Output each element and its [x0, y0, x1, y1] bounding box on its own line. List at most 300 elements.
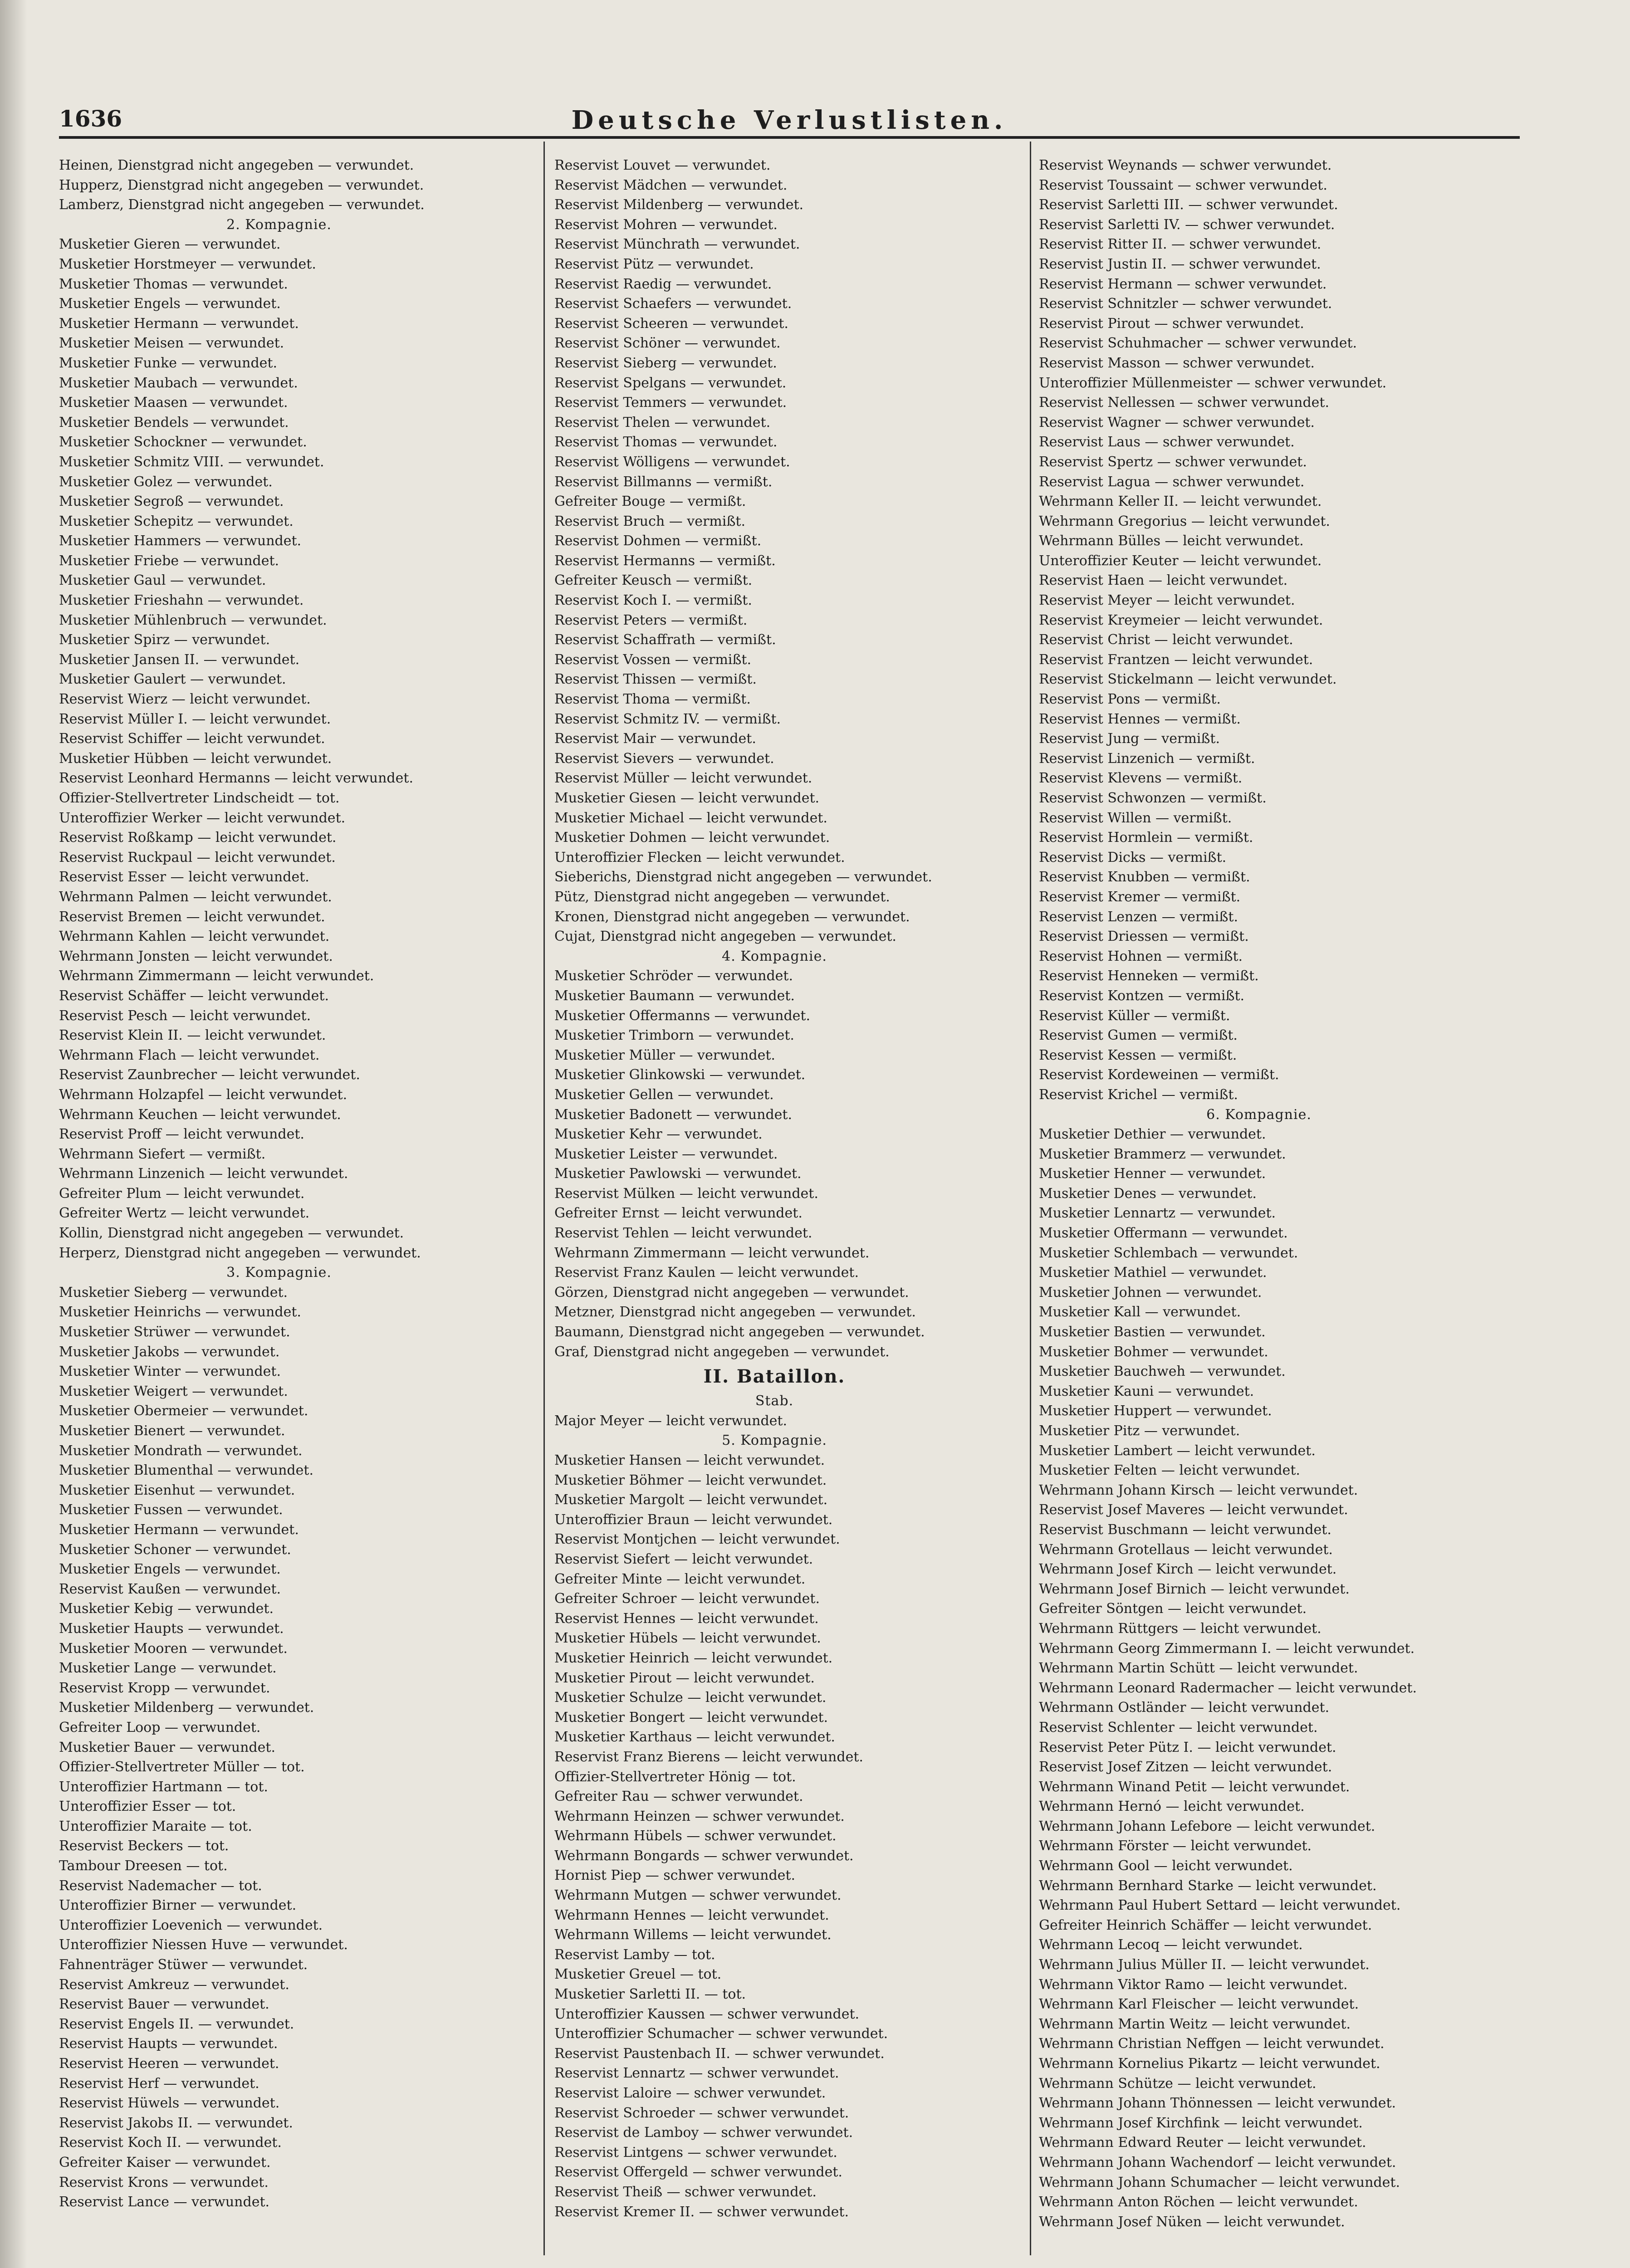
list-entry: Reservist Linzenich — vermißt. [1039, 750, 1255, 767]
section-heading: 2. Kompagnie. [226, 216, 332, 233]
list-entry: Reservist Mülken — leicht verwundet. [554, 1185, 818, 1202]
header-rule [59, 136, 1520, 139]
list-entry: Wehrmann Gool — leicht verwundet. [1039, 1858, 1293, 1874]
list-entry: Wehrmann Martin Schütt — leicht verwundet. [1039, 1660, 1358, 1677]
list-entry: Reservist Pütz — verwundet. [554, 256, 754, 272]
list-entry: Reservist Bauer — verwundet. [59, 1996, 269, 2013]
list-entry: Wehrmann Martin Weitz — leicht verwundet. [1039, 2016, 1351, 2032]
list-entry: Reservist Siefert — leicht verwundet. [554, 1551, 813, 1567]
list-entry: Reservist Dohmen — vermißt. [554, 533, 762, 549]
list-entry: Musketier Mooren — verwundet. [59, 1640, 288, 1657]
list-entry: Musketier Leister — verwundet. [554, 1146, 778, 1162]
list-entry: Reservist Knubben — vermißt. [1039, 869, 1250, 885]
list-entry: Reservist Zaunbrecher — leicht verwundet. [59, 1067, 360, 1083]
list-entry: Reservist Schnitzler — schwer verwundet. [1039, 296, 1332, 312]
list-entry: Reservist Ritter II. — schwer verwundet. [1039, 236, 1322, 253]
list-entry: Musketier Heinrichs — verwundet. [59, 1304, 301, 1320]
list-entry: Reservist Wierz — leicht verwundet. [59, 691, 311, 708]
list-entry: Gefreiter Wertz — leicht verwundet. [59, 1205, 310, 1222]
list-entry: Wehrmann Anton Röchen — leicht verwundet. [1039, 2194, 1358, 2210]
list-entry: Gefreiter Rau — schwer verwundet. [554, 1789, 803, 1805]
list-entry: Reservist Schroeder — schwer verwundet. [554, 2105, 849, 2121]
list-entry: Musketier Kebig — verwundet. [59, 1601, 274, 1617]
list-entry: Reservist Mohren — verwundet. [554, 216, 778, 233]
section-heading: 4. Kompagnie. [722, 948, 827, 964]
list-entry: Musketier Hammers — verwundet. [59, 533, 302, 549]
list-entry: Reservist Müller I. — leicht verwundet. [59, 711, 331, 727]
list-entry: Musketier Heinrich — leicht verwundet. [554, 1650, 833, 1666]
list-entry: Musketier Jakobs — verwundet. [59, 1344, 280, 1360]
list-entry: Reservist Schlenter — leicht verwundet. [1039, 1719, 1318, 1735]
list-entry: Reservist Kessen — vermißt. [1039, 1047, 1237, 1063]
list-entry: Offizier-Stellvertreter Lindscheidt — tot. [59, 790, 340, 806]
list-entry: Unteroffizier Maraite — tot. [59, 1818, 252, 1834]
list-entry: Reservist Pesch — leicht verwundet. [59, 1007, 311, 1024]
list-entry: Reservist Amkreuz — verwundet. [59, 1976, 289, 1993]
column-divider-1 [543, 142, 545, 2255]
list-entry: Herperz, Dienstgrad nicht angegeben — verwundet. [59, 1245, 421, 1261]
list-entry: Musketier Gellen — verwundet. [554, 1086, 774, 1103]
list-entry: Reservist Thissen — vermißt. [554, 671, 757, 688]
list-entry: Unteroffizier Birner — verwundet. [59, 1897, 297, 1914]
list-entry: Unteroffizier Loevenich — verwundet. [59, 1917, 323, 1933]
list-entry: Reservist Hohnen — vermißt. [1039, 948, 1243, 964]
list-entry: Musketier Brammerz — verwundet. [1039, 1146, 1286, 1162]
list-entry: Hornist Piep — schwer verwundet. [554, 1867, 796, 1884]
list-entry: Musketier Blumenthal — verwundet. [59, 1462, 313, 1479]
list-entry: Wehrmann Leonard Radermacher — leicht verwundet. [1039, 1680, 1417, 1696]
list-entry: Reservist Ruckpaul — leicht verwundet. [59, 849, 336, 865]
list-entry: Musketier Offermanns — verwundet. [554, 1007, 811, 1024]
list-entry: Musketier Engels — verwundet. [59, 296, 281, 312]
list-entry: Wehrmann Karl Fleischer — leicht verwundet. [1039, 1996, 1359, 2013]
list-entry: Reservist Thomas — verwundet. [554, 434, 778, 450]
list-entry: Reservist Schmitz IV. — vermißt. [554, 711, 781, 727]
page-header [59, 105, 1520, 134]
list-entry: Reservist Hermanns — vermißt. [554, 552, 776, 569]
list-entry: Offizier-Stellvertreter Müller — tot. [59, 1759, 305, 1775]
list-entry: Wehrmann Josef Nüken — leicht verwundet. [1039, 2214, 1345, 2230]
list-entry: Wehrmann Flach — leicht verwundet. [59, 1047, 320, 1063]
list-entry: Wehrmann Zimmermann — leicht verwundet. [554, 1245, 870, 1261]
list-entry: Musketier Strüwer — verwundet. [59, 1324, 290, 1340]
list-entry: Wehrmann Zimmermann — leicht verwundet. [59, 968, 374, 984]
list-entry: Metzner, Dienstgrad nicht angegeben — verwundet. [554, 1304, 916, 1320]
list-entry: Reservist Dicks — vermißt. [1039, 849, 1227, 865]
list-entry: Gefreiter Söntgen — leicht verwundet. [1039, 1601, 1307, 1617]
column-3 [1039, 156, 1511, 2232]
list-entry: Reservist Schaefers — verwundet. [554, 296, 792, 312]
list-entry: Wehrmann Bongards — schwer verwundet. [554, 1848, 854, 1864]
list-entry: Musketier Frieshahn — verwundet. [59, 592, 304, 609]
list-entry: Reservist Montjchen — leicht verwundet. [554, 1531, 840, 1548]
list-entry: Musketier Karthaus — leicht verwundet. [554, 1729, 835, 1745]
list-entry: Wehrmann Siefert — vermißt. [59, 1146, 266, 1162]
list-entry: Reservist Hormlein — vermißt. [1039, 830, 1253, 846]
list-entry: Major Meyer — leicht verwundet. [554, 1413, 788, 1429]
list-entry: Reservist Offergeld — schwer verwundet. [554, 2164, 842, 2180]
list-entry: Reservist Heeren — verwundet. [59, 2056, 279, 2072]
list-entry: Musketier Mildenberg — verwundet. [59, 1700, 314, 1716]
list-entry: Musketier Schulze — leicht verwundet. [554, 1690, 827, 1706]
list-entry: Musketier Gieren — verwundet. [59, 236, 281, 253]
list-entry: Musketier Huppert — verwundet. [1039, 1403, 1272, 1419]
list-entry: Musketier Kauni — verwundet. [1039, 1383, 1254, 1399]
list-entry: Musketier Badonett — verwundet. [554, 1106, 793, 1123]
list-entry: Hupperz, Dienstgrad nicht angegeben — verwundet. [59, 177, 424, 193]
list-entry: Tambour Dreesen — tot. [59, 1858, 228, 1874]
list-entry: Reservist Küller — vermißt. [1039, 1007, 1230, 1024]
list-entry: Reservist Jakobs II. — verwundet. [59, 2115, 293, 2131]
list-entry: Reservist Tehlen — leicht verwundet. [554, 1225, 813, 1242]
list-entry: Reservist Pirout — schwer verwundet. [1039, 315, 1304, 332]
list-entry: Musketier Gaulert — verwundet. [59, 671, 286, 688]
list-entry: Reservist Laus — schwer verwundet. [1039, 434, 1295, 450]
list-entry: Musketier Bendels — verwundet. [59, 414, 289, 430]
list-entry: Baumann, Dienstgrad nicht angegeben — verwundet. [554, 1324, 925, 1340]
list-entry: Reservist Kreymeier — leicht verwundet. [1039, 612, 1323, 628]
list-entry: Wehrmann Josef Birnich — leicht verwundet. [1039, 1581, 1350, 1597]
list-entry: Gefreiter Loop — verwundet. [59, 1719, 261, 1735]
page-number: 1636 [59, 105, 122, 132]
list-entry: Gefreiter Ernst — leicht verwundet. [554, 1205, 803, 1222]
list-entry: Wehrmann Johann Thönnessen — leicht verwundet. [1039, 2095, 1396, 2112]
list-entry: Musketier Müller — verwundet. [554, 1047, 775, 1063]
list-entry: Musketier Gaul — verwundet. [59, 572, 266, 589]
list-entry: Reservist Jung — vermißt. [1039, 731, 1220, 747]
list-entry: Graf, Dienstgrad nicht angegeben — verwundet. [554, 1344, 890, 1360]
list-entry: Musketier Giesen — leicht verwundet. [554, 790, 820, 806]
list-entry: Reservist Gumen — vermißt. [1039, 1027, 1238, 1044]
list-entry: Wehrmann Johann Wachendorf — leicht verwundet. [1039, 2154, 1396, 2170]
list-entry: Musketier Obermeier — verwundet. [59, 1403, 308, 1419]
list-entry: Reservist Lenzen — vermißt. [1039, 909, 1238, 925]
list-entry: Reservist Frantzen — leicht verwundet. [1039, 651, 1313, 668]
list-entry: Unteroffizier Hartmann — tot. [59, 1779, 268, 1795]
list-entry: Musketier Sieberg — verwundet. [59, 1284, 288, 1300]
list-entry: Musketier Bohmer — verwundet. [1039, 1344, 1268, 1360]
list-entry: Musketier Schlembach — verwundet. [1039, 1245, 1298, 1261]
list-entry: Wehrmann Paul Hubert Settard — leicht verwundet. [1039, 1897, 1401, 1914]
list-entry: Reservist Temmers — verwundet. [554, 395, 787, 411]
list-entry: Reservist Schaffrath — vermißt. [554, 632, 776, 648]
list-entry: Musketier Mathiel — verwundet. [1039, 1265, 1267, 1281]
list-entry: Wehrmann Christian Neffgen — leicht verwundet. [1039, 2036, 1385, 2052]
list-entry: Wehrmann Hübels — schwer verwundet. [554, 1828, 837, 1844]
list-entry: Reservist Driessen — vermißt. [1039, 929, 1249, 945]
list-entry: Musketier Bastien — verwundet. [1039, 1324, 1266, 1340]
list-entry: Reservist Kordeweinen — vermißt. [1039, 1067, 1279, 1083]
list-entry: Reservist Proff — leicht verwundet. [59, 1126, 304, 1143]
list-entry: Musketier Jansen II. — verwundet. [59, 651, 300, 668]
list-entry: Wehrmann Keuchen — leicht verwundet. [59, 1106, 341, 1123]
list-entry: Unteroffizier Kaussen — schwer verwundet. [554, 2006, 860, 2022]
column-divider-2 [1030, 142, 1031, 2255]
list-entry: Reservist Pons — vermißt. [1039, 691, 1221, 708]
list-entry: Wehrmann Linzenich — leicht verwundet. [59, 1166, 348, 1182]
list-entry: Reservist Masson — schwer verwundet. [1039, 355, 1315, 371]
list-entry: Reservist Mildenberg — verwundet. [554, 197, 804, 213]
list-entry: Reservist Franz Bierens — leicht verwundet. [554, 1749, 863, 1765]
list-entry: Reservist Wagner — schwer verwundet. [1039, 414, 1315, 430]
list-entry: Reservist Buschmann — leicht verwundet. [1039, 1521, 1331, 1538]
list-entry: Reservist Sarletti III. — schwer verwundet. [1039, 197, 1338, 213]
list-entry: Gefreiter Minte — leicht verwundet. [554, 1571, 806, 1587]
list-entry: Reservist Mair — verwundet. [554, 731, 756, 747]
list-entry: Cujat, Dienstgrad nicht angegeben — verwundet. [554, 929, 896, 945]
list-entry: Musketier Offermann — verwundet. [1039, 1225, 1288, 1242]
list-entry: Reservist Koch II. — verwundet. [59, 2135, 282, 2151]
list-entry: Musketier Schmitz VIII. — verwundet. [59, 454, 324, 470]
list-entry: Reservist Paustenbach II. — schwer verwundet. [554, 2045, 885, 2062]
list-entry: Wehrmann Julius Müller II. — leicht verwundet. [1039, 1957, 1370, 1973]
list-entry: Kronen, Dienstgrad nicht angegeben — verwundet. [554, 909, 910, 925]
list-entry: Wehrmann Josef Kirchfink — leicht verwundet. [1039, 2115, 1363, 2131]
list-entry: Gefreiter Keusch — vermißt. [554, 572, 753, 589]
list-entry: Reservist Wölligens — verwundet. [554, 454, 790, 470]
list-entry: Musketier Engels — verwundet. [59, 1561, 281, 1578]
list-entry: Unteroffizier Werker — leicht verwundet. [59, 810, 346, 826]
list-entry: Reservist Nademacher — tot. [59, 1877, 262, 1894]
list-entry: Wehrmann Johann Lefebore — leicht verwundet. [1039, 1818, 1375, 1834]
list-entry: Wehrmann Edward Reuter — leicht verwundet. [1039, 2135, 1366, 2151]
list-entry: Musketier Thomas — verwundet. [59, 276, 288, 292]
list-entry: Reservist Stickelmann — leicht verwundet. [1039, 671, 1337, 688]
list-entry: Reservist Weynands — schwer verwundet. [1039, 157, 1332, 173]
list-entry: Reservist Roßkamp — leicht verwundet. [59, 830, 337, 846]
list-entry: Reservist Leonhard Hermanns — leicht verwundet. [59, 770, 413, 787]
list-entry: Wehrmann Winand Petit — leicht verwundet. [1039, 1779, 1350, 1795]
list-entry: Reservist Schäffer — leicht verwundet. [59, 987, 329, 1004]
list-entry: Musketier Hermann — verwundet. [59, 315, 299, 332]
list-entry: Reservist Sievers — verwundet. [554, 750, 774, 767]
list-entry: Wehrmann Gregorius — leicht verwundet. [1039, 513, 1330, 529]
list-entry: Musketier Dohmen — leicht verwundet. [554, 830, 830, 846]
list-entry: Reservist Bremen — leicht verwundet. [59, 909, 325, 925]
list-entry: Wehrmann Schütze — leicht verwundet. [1039, 2075, 1317, 2092]
list-entry: Reservist Klein II. — leicht verwundet. [59, 1027, 326, 1044]
list-entry: Musketier Haupts — verwundet. [59, 1620, 284, 1637]
list-entry: Reservist Lintgens — schwer verwundet. [554, 2144, 837, 2160]
list-entry: Reservist Kontzen — vermißt. [1039, 987, 1245, 1004]
list-entry: Reservist Spelgans — verwundet. [554, 375, 787, 391]
list-entry: Reservist Willen — vermißt. [1039, 810, 1232, 826]
list-entry: Musketier Horstmeyer — verwundet. [59, 256, 316, 272]
list-entry: Reservist Krons — verwundet. [59, 2174, 269, 2190]
list-entry: Wehrmann Kornelius Pikartz — leicht verwundet. [1039, 2056, 1380, 2072]
list-entry: Reservist Meyer — leicht verwundet. [1039, 592, 1295, 609]
list-entry: Wehrmann Mutgen — schwer verwundet. [554, 1887, 842, 1904]
list-entry: Reservist Hermann — schwer verwundet. [1039, 276, 1327, 292]
list-entry: Reservist Toussaint — schwer verwundet. [1039, 177, 1327, 193]
list-entry: Musketier Trimborn — verwundet. [554, 1027, 794, 1044]
list-entry: Görzen, Dienstgrad nicht angegeben — verwundet. [554, 1284, 909, 1300]
list-entry: Reservist Franz Kaulen — leicht verwundet. [554, 1265, 859, 1281]
column-2 [554, 156, 1026, 2222]
list-entry: Reservist Lagua — schwer verwundet. [1039, 474, 1305, 490]
list-entry: Unteroffizier Schumacher — schwer verwundet. [554, 2026, 888, 2042]
list-entry: Gefreiter Bouge — vermißt. [554, 494, 746, 510]
list-entry: Reservist Kropp — verwundet. [59, 1680, 270, 1696]
list-entry: Wehrmann Johann Kirsch — leicht verwundet. [1039, 1482, 1358, 1498]
list-entry: Musketier Schockner — verwundet. [59, 434, 307, 450]
list-entry: Musketier Hübben — leicht verwundet. [59, 750, 332, 767]
list-entry: Reservist Spertz — schwer verwundet. [1039, 454, 1307, 470]
list-entry: Reservist Billmanns — vermißt. [554, 474, 773, 490]
list-entry: Musketier Greuel — tot. [554, 1966, 722, 1983]
list-entry: Musketier Hermann — verwundet. [59, 1521, 299, 1538]
list-entry: Wehrmann Rüttgers — leicht verwundet. [1039, 1620, 1322, 1637]
list-entry: Reservist Thelen — verwundet. [554, 414, 771, 430]
list-entry: Musketier Böhmer — leicht verwundet. [554, 1472, 827, 1488]
list-entry: Wehrmann Georg Zimmermann I. — leicht verwundet. [1039, 1640, 1415, 1657]
list-entry: Reservist Müller — leicht verwundet. [554, 770, 813, 787]
list-entry: Wehrmann Förster — leicht verwundet. [1039, 1838, 1312, 1854]
list-entry: Musketier Bauchweh — verwundet. [1039, 1364, 1286, 1380]
list-entry: Reservist Hennes — leicht verwundet. [554, 1610, 819, 1627]
list-entry: Musketier Segroß — verwundet. [59, 494, 284, 510]
list-entry: Reservist Beckers — tot. [59, 1838, 229, 1854]
list-entry: Reservist Louvet — verwundet. [554, 157, 771, 173]
list-entry: Reservist Scheeren — verwundet. [554, 315, 788, 332]
list-entry: Wehrmann Holzapfel — leicht verwundet. [59, 1086, 348, 1103]
list-entry: Reservist Haupts — verwundet. [59, 2036, 278, 2052]
list-entry: Musketier Glinkowski — verwundet. [554, 1067, 806, 1083]
list-entry: Musketier Denes — verwundet. [1039, 1185, 1257, 1202]
list-entry: Unteroffizier Braun — leicht verwundet. [554, 1511, 833, 1528]
list-entry: Gefreiter Plum — leicht verwundet. [59, 1185, 305, 1202]
list-entry: Unteroffizier Keuter — leicht verwundet. [1039, 552, 1322, 569]
list-entry: Musketier Weigert — verwundet. [59, 1383, 288, 1399]
list-entry: Kollin, Dienstgrad nicht angegeben — verwundet. [59, 1225, 404, 1242]
list-entry: Musketier Meisen — verwundet. [59, 335, 284, 352]
list-entry: Heinen, Dienstgrad nicht angegeben — verwundet. [59, 157, 414, 173]
section-heading: II. Bataillon. [703, 1366, 846, 1388]
list-entry: Sieberichs, Dienstgrad nicht angegeben — verwundet. [554, 869, 932, 885]
list-entry: Wehrmann Grotellaus — leicht verwundet. [1039, 1541, 1333, 1558]
list-entry: Reservist Lamby — tot. [554, 1946, 715, 1963]
list-entry: Wehrmann Jonsten — leicht verwundet. [59, 948, 333, 964]
list-entry: Musketier Fussen — verwundet. [59, 1502, 283, 1518]
list-entry: Reservist de Lamboy — schwer verwundet. [554, 2125, 853, 2141]
list-entry: Reservist Kremer — vermißt. [1039, 889, 1241, 905]
list-entry: Musketier Pitz — verwundet. [1039, 1423, 1240, 1439]
list-entry: Reservist Schiffer — leicht verwundet. [59, 731, 325, 747]
list-entry: Musketier Margolt — leicht verwundet. [554, 1492, 828, 1508]
section-heading: 3. Kompagnie. [226, 1265, 332, 1281]
list-entry: Reservist Herf — verwundet. [59, 2075, 259, 2092]
list-entry: Wehrmann Palmen — leicht verwundet. [59, 889, 332, 905]
list-entry: Musketier Hansen — leicht verwundet. [554, 1452, 825, 1468]
list-entry: Lamberz, Dienstgrad nicht angegeben — verwundet. [59, 197, 425, 213]
list-entry: Reservist Josef Maveres — leicht verwundet. [1039, 1502, 1348, 1518]
list-entry: Gefreiter Schroer — leicht verwundet. [554, 1591, 820, 1607]
list-entry: Reservist Josef Zitzen — leicht verwundet. [1039, 1759, 1332, 1775]
list-entry: Wehrmann Hennes — leicht verwundet. [554, 1907, 829, 1923]
list-entry: Musketier Winter — verwundet. [59, 1364, 281, 1380]
list-entry: Musketier Johnen — verwundet. [1039, 1284, 1262, 1300]
list-entry: Reservist Bruch — vermißt. [554, 513, 745, 529]
list-entry: Wehrmann Ostländer — leicht verwundet. [1039, 1700, 1330, 1716]
section-heading: Stab. [755, 1393, 794, 1409]
list-entry: Reservist Sarletti IV. — schwer verwundet. [1039, 216, 1335, 233]
list-entry: Reservist Thoma — vermißt. [554, 691, 751, 708]
list-entry: Musketier Sarletti II. — tot. [554, 1986, 746, 2003]
list-entry: Musketier Maasen — verwundet. [59, 395, 288, 411]
list-entry: Wehrmann Lecoq — leicht verwundet. [1039, 1937, 1303, 1953]
list-entry: Musketier Bauer — verwundet. [59, 1739, 275, 1755]
list-entry: Musketier Mondrath — verwundet. [59, 1442, 303, 1459]
list-entry: Musketier Kehr — verwundet. [554, 1126, 763, 1143]
list-entry: Reservist Schöner — verwundet. [554, 335, 781, 352]
list-entry: Reservist Christ — leicht verwundet. [1039, 632, 1293, 648]
list-entry: Musketier Funke — verwundet. [59, 355, 278, 371]
list-entry: Gefreiter Kaiser — verwundet. [59, 2154, 271, 2170]
list-entry: Wehrmann Willems — leicht verwundet. [554, 1927, 832, 1943]
list-entry: Reservist Hennes — vermißt. [1039, 711, 1241, 727]
list-entry: Reservist Haen — leicht verwundet. [1039, 572, 1288, 589]
section-heading: 5. Kompagnie. [722, 1432, 827, 1449]
list-entry: Reservist Lennartz — schwer verwundet. [554, 2065, 839, 2082]
list-entry: Wehrmann Viktor Ramo — leicht verwundet. [1039, 1976, 1348, 1993]
list-entry: Offizier-Stellvertreter Hönig — tot. [554, 1769, 796, 1785]
list-entry: Musketier Lennartz — verwundet. [1039, 1205, 1276, 1222]
list-entry: Reservist Theiß — schwer verwundet. [554, 2184, 817, 2200]
list-entry: Reservist Lance — verwundet. [59, 2194, 270, 2210]
running-title: Deutsche Verlustlisten. [571, 105, 1008, 135]
list-entry: Reservist Münchrath — verwundet. [554, 236, 800, 253]
list-entry: Musketier Spirz — verwundet. [59, 632, 270, 648]
list-entry: Musketier Henner — verwundet. [1039, 1166, 1266, 1182]
list-entry: Reservist Schwonzen — vermißt. [1039, 790, 1267, 806]
list-entry: Musketier Schepitz — verwundet. [59, 513, 294, 529]
list-entry: Reservist Vossen — vermißt. [554, 651, 751, 668]
list-entry: Musketier Mühlenbruch — verwundet. [59, 612, 327, 628]
list-entry: Musketier Schoner — verwundet. [59, 1541, 291, 1558]
section-heading: 6. Kompagnie. [1206, 1106, 1312, 1123]
list-entry: Reservist Mädchen — verwundet. [554, 177, 788, 193]
list-entry: Unteroffizier Müllenmeister — schwer verwundet. [1039, 375, 1387, 391]
list-entry: Wehrmann Josef Kirch — leicht verwundet. [1039, 1561, 1337, 1578]
list-entry: Unteroffizier Flecken — leicht verwundet. [554, 849, 845, 865]
list-entry: Musketier Michael — leicht verwundet. [554, 810, 827, 826]
list-entry: Reservist Henneken — vermißt. [1039, 968, 1259, 984]
list-entry: Reservist Nellessen — schwer verwundet. [1039, 395, 1329, 411]
list-entry: Musketier Hübels — leicht verwundet. [554, 1630, 821, 1647]
list-entry: Musketier Felten — leicht verwundet. [1039, 1462, 1300, 1479]
list-entry: Wehrmann Johann Schumacher — leicht verwundet. [1039, 2174, 1400, 2190]
list-entry: Wehrmann Heinzen — schwer verwundet. [554, 1808, 845, 1824]
list-entry: Fahnenträger Stüwer — verwundet. [59, 1957, 308, 1973]
list-entry: Reservist Sieberg — verwundet. [554, 355, 777, 371]
list-entry: Musketier Lambert — leicht verwundet. [1039, 1442, 1316, 1459]
list-entry: Reservist Raedig — verwundet. [554, 276, 772, 292]
list-entry: Musketier Schröder — verwundet. [554, 968, 793, 984]
list-entry: Gefreiter Heinrich Schäffer — leicht verwundet. [1039, 1917, 1372, 1933]
list-entry: Reservist Krichel — vermißt. [1039, 1086, 1238, 1103]
list-entry: Reservist Justin II. — schwer verwundet. [1039, 256, 1321, 272]
list-entry: Musketier Lange — verwundet. [59, 1660, 277, 1677]
list-entry: Musketier Kall — verwundet. [1039, 1304, 1241, 1320]
list-entry: Pütz, Dienstgrad nicht angegeben — verwundet. [554, 889, 890, 905]
list-entry: Wehrmann Bülles — leicht verwundet. [1039, 533, 1304, 549]
list-entry: Reservist Hüwels — verwundet. [59, 2095, 280, 2112]
list-entry: Musketier Eisenhut — verwundet. [59, 1482, 295, 1498]
list-entry: Musketier Pirout — leicht verwundet. [554, 1670, 815, 1686]
list-entry: Musketier Bongert — leicht verwundet. [554, 1709, 828, 1725]
list-entry: Reservist Laloire — schwer verwundet. [554, 2085, 826, 2101]
list-entry: Reservist Schuhmacher — schwer verwundet. [1039, 335, 1357, 352]
